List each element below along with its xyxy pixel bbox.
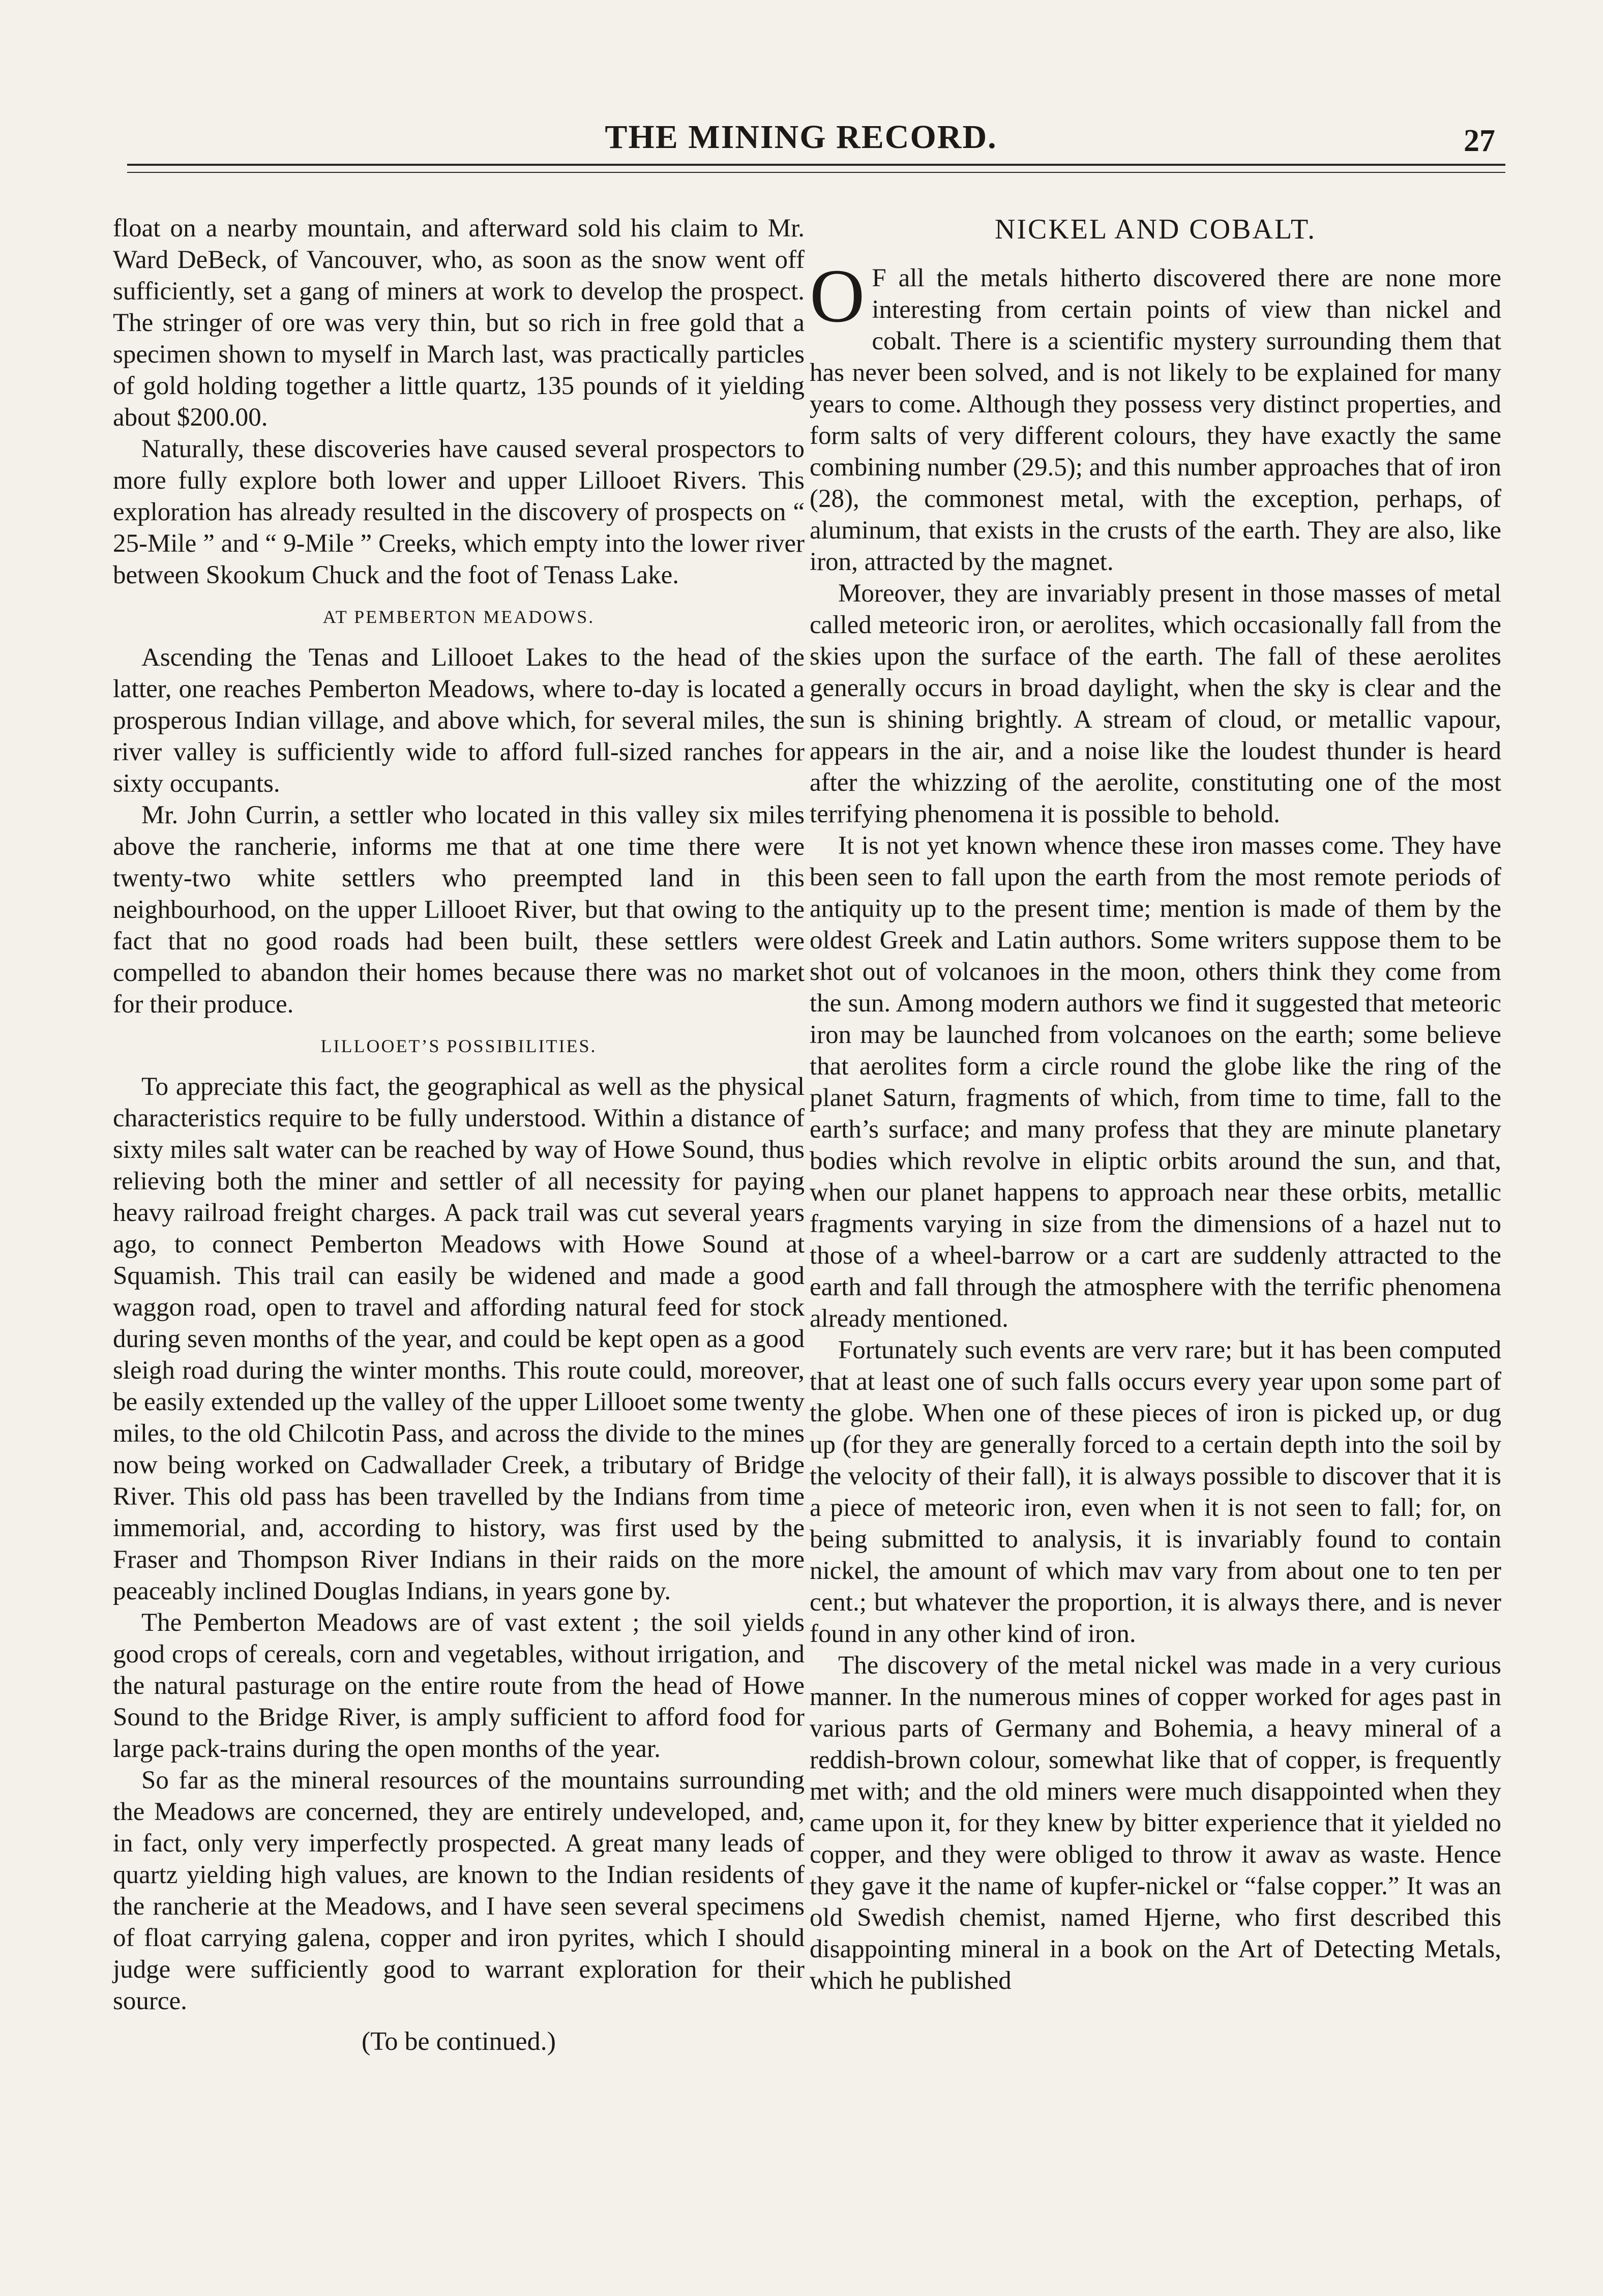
paragraph: Moreover, they are invariably present in those masses of metal called meteoric iron, or aerolites, which occasionally fall from the skies upon the surface of the earth. The fall of these aerolites generally occurs in broad daylight, when the sky is clear and the sun is shining brightly. A stream of cloud, or metallic vapour, appears in the air, and a noise like the loudest thunder is heard after the whizzing of the aerolite, constituting one of the most terrifying phenomena it is possible to behold.	[810, 579, 1501, 828]
paragraph: float on a nearby mountain, and afterward sold his claim to Mr. Ward DeBeck, of Vancouver, who, as soon as the snow went off sufficiently, set a gang of miners at work to develop the prospect. The stringer of ore was very thin, but so rich in free gold that a specimen shown to myself in March last, was practically particles of gold holding together a little quartz, 135 pounds of it yielding about $200.00.	[113, 214, 805, 432]
paragraph: Fortunately such events are verv rare; but it has been computed that at least one of such falls occurs every year upon some part of the globe. When one of these pieces of iron is picked up, or dug up (for they are generally forced to a certain depth into the soil by the velocity of their fall), it is always possible to discover that it is a piece of meteoric iron, even when it is not seen to fall; for, on being submitted to analysis, it is invariably found to contain nickel, the amount of which mav vary from about one to ten per cent.; but whatever the proportion, it is always there, and is never found in any other kind of iron.	[810, 1336, 1501, 1648]
article-title: NICKEL AND COBALT.	[994, 214, 1317, 245]
running-title: THE MINING RECORD.	[605, 118, 997, 156]
paragraph: Mr. John Currin, a settler who located in this valley six miles above the rancherie, informs me that at one time there were twenty-two white settlers who preempted land in this neighbourhood, on the upper Lillooet River, but that owing to the fact that no good roads had been built, these settlers were compelled to abandon their homes because there was no market for their produce.	[113, 801, 805, 1019]
continued-note: (To be continued.)	[362, 2027, 556, 2056]
header-rule-thin	[127, 172, 1505, 173]
section-subhead: AT PEMBERTON MEADOWS.	[322, 607, 595, 627]
page-number: 27	[1464, 124, 1495, 158]
paragraph: The discovery of the metal nickel was made in a very curious manner. In the numerous mines of copper worked for ages past in various parts of Germany and Bohemia, a heavy mineral of a reddish-brown colour, somewhat like that of copper, is frequently met with; and the old miners were much disappointed when they came upon it, for they knew by bitter experience that it yielded no copper, and they were obliged to throw it awav as waste. Hence they gave it the name of kupfer-nickel or “false copper.” It was an old Swedish chemist, named Hjerne, who first described this disappointing mineral in a book on the Art of Detecting Metals, which he published	[810, 1651, 1501, 1995]
paragraph: To appreciate this fact, the geographical as well as the physical characteristics require to be fully understood. Within a distance of sixty miles salt water can be reached by way of Howe Sound, thus relieving both the miner and settler of all necessity for paying heavy railroad freight charges. A pack trail was cut several years ago, to connect Pemberton Meadows with Howe Sound at Squamish. This trail can easily be widened and made a good waggon road, open to travel and affording natural feed for stock during seven months of the year, and could be kept open as a good sleigh road during the winter months. This route could, moreover, be easily extended up the valley of the upper Lillooet some twenty miles, to the old Chilcotin Pass, and across the divide to the mines now being worked on Cadwallader Creek, a tributary of Bridge River. This old pass has been travelled by the Indians from time immemorial, and, according to history, was first used by the Fraser and Thompson River Indians in their raids on the more peaceably inclined Douglas Indians, in years gone by.	[113, 1072, 805, 1605]
paragraph: The Pemberton Meadows are of vast extent ; the soil yields good crops of cereals, corn and vegetables, without irrigation, and the natural pasturage on the entire route from the head of Howe Sound to the Bridge River, is amply sufficient to afford food for large pack-trains during the open months of the year.	[113, 1608, 805, 1763]
section-subhead: LILLOOET’S POSSIBILITIES.	[320, 1036, 597, 1056]
paragraph	[810, 254, 1501, 578]
paragraph: Naturally, these discoveries have caused several prospectors to more fully explore both lower and upper Lillooet Rivers. This exploration has already resulted in the discovery of prospects on “ 25-Mile ” and “ 9-Mile ” Creeks, which empty into the lower river between Skookum Chuck and the foot of Tenass Lake.	[113, 435, 805, 589]
right-column	[810, 213, 1501, 1996]
left-column	[113, 213, 805, 2058]
drop-cap: O	[810, 254, 865, 338]
paragraph-text: F all the metals hitherto discovered there are none more interesting from certain points of view than nickel and cobalt. There is a scientific mystery surrounding them that has never been solved, and is not likely to be explained for many years to come. Although they possess very distinct properties, and form salts of very different colours, they have exactly the same combining number (29.5); and this number approaches that of iron (28), the commonest metal, with the exception, perhaps, of aluminum, that exists in the crusts of the earth. They are also, like iron, attracted by the magnet.	[810, 264, 1501, 576]
paragraph: Ascending the Tenas and Lillooet Lakes to the head of the latter, one reaches Pemberton Meadows, where to-day is located a prosperous Indian village, and above which, for several miles, the river valley is sufficiently wide to afford full-sized ranches for sixty occupants.	[113, 643, 805, 798]
paragraph: It is not yet known whence these iron masses come. They have been seen to fall upon the earth from the most remote periods of antiquity up to the present time; mention is made of them by the oldest Greek and Latin authors. Some writers suppose them to be shot out of volcanoes in the moon, others think they come from the sun. Among modern authors we find it suggested that meteoric iron may be launched from volcanoes on the earth; some believe that aerolites form a circle round the globe like the ring of the planet Saturn, fragments of which, from time to time, fall to the earth’s surface; and many profess that they are minute planetary bodies which revolve in eliptic orbits around the sun, and that, when our planet happens to approach near these orbits, metallic fragments varying in size from the dimensions of a hazel nut to those of a wheel-barrow or a cart are suddenly attracted to the earth and fall through the atmosphere with the terrific phenomena already mentioned.	[810, 831, 1501, 1333]
paragraph: So far as the mineral resources of the mountains surrounding the Meadows are concerned, they are entirely undeveloped, and, in fact, only very imperfectly prospected. A great many leads of quartz yielding high values, are known to the Indian residents of the rancherie at the Meadows, and I have seen several specimens of float carrying galena, copper and iron pyrites, which I should judge were sufficiently good to warrant exploration for their source.	[113, 1766, 805, 2015]
header-rule-thick	[127, 164, 1505, 166]
